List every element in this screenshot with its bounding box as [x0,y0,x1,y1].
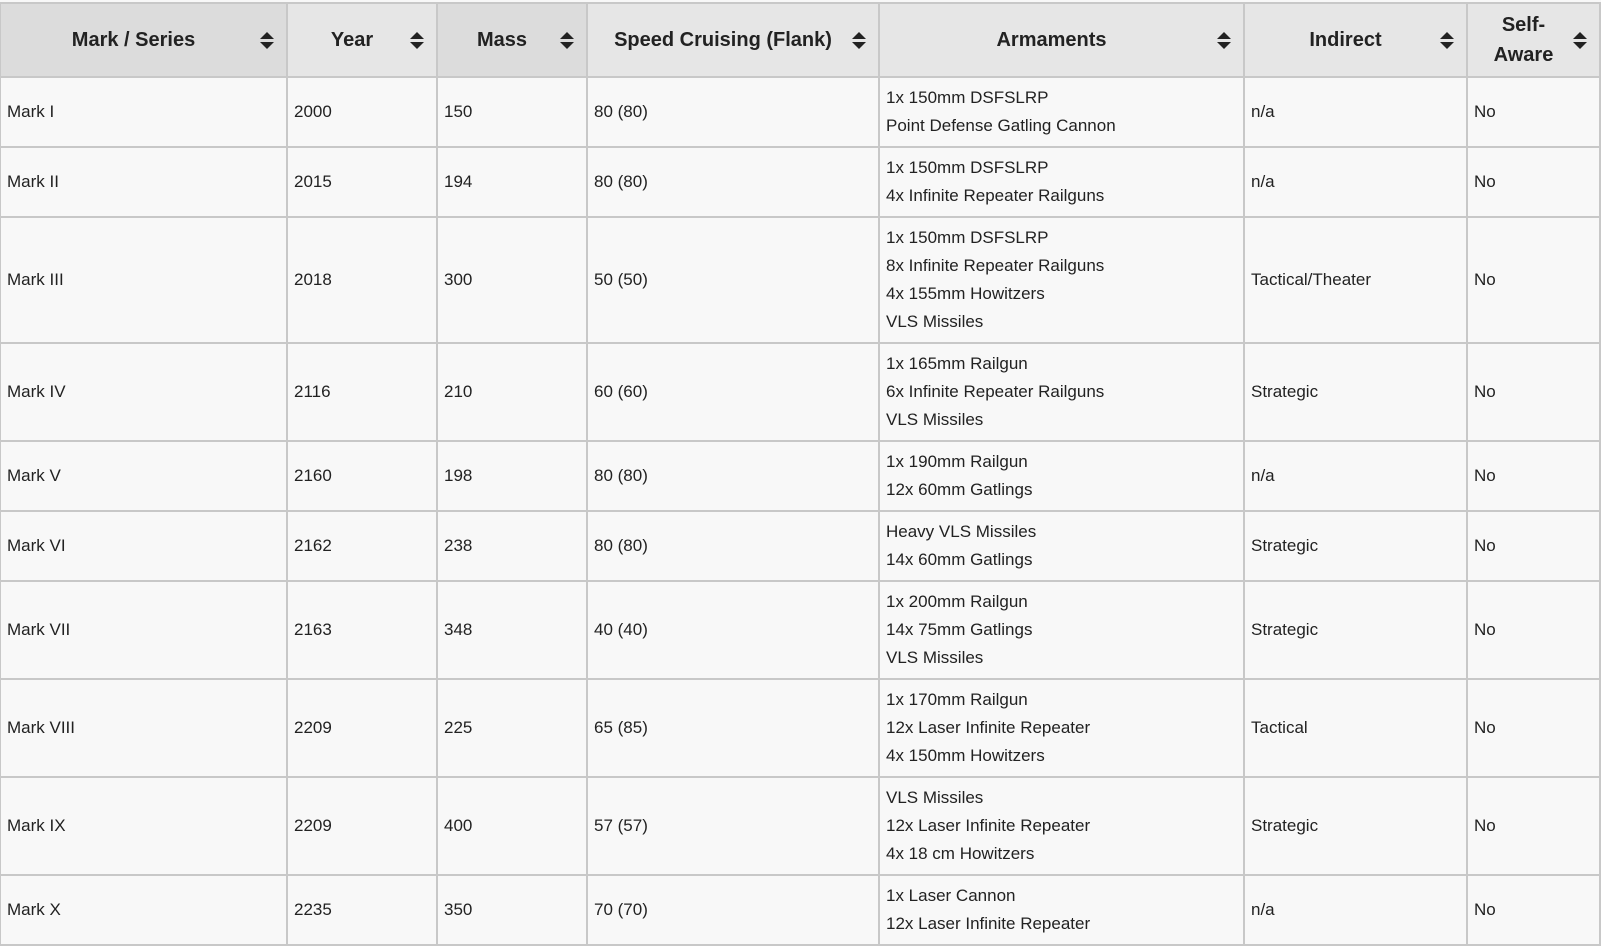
cell-indirect: n/a [1244,441,1467,511]
cell-year: 2000 [287,77,437,147]
cell-speed: 60 (60) [587,343,879,441]
cell-mass: 238 [437,511,587,581]
cell-armaments [879,77,1244,147]
sort-arrows-icon[interactable] [1440,32,1454,50]
cell-mass: 300 [437,217,587,343]
table-row [0,581,1600,679]
cell-mark: Mark X [0,875,287,945]
cell-year: 2162 [287,511,437,581]
armament-line: 4x 155mm Howitzers [886,284,1045,303]
sort-arrows-icon[interactable] [1217,32,1231,50]
column-header-label: Year [330,29,374,51]
armament-line: VLS Missiles [886,648,984,667]
armament-line: 14x 60mm Gatlings [886,550,1033,569]
table-header [0,3,1600,77]
cell-armaments [879,511,1244,581]
cell-year: 2018 [287,217,437,343]
cell-mass: 198 [437,441,587,511]
cell-mass: 225 [437,679,587,777]
cell-indirect: Tactical/Theater [1244,217,1467,343]
column-header-self-aware[interactable] [1467,3,1600,77]
cell-speed: 57 (57) [587,777,879,875]
cell-mark: Mark VI [0,511,287,581]
sort-arrows-icon[interactable] [560,32,574,50]
table-row [0,441,1600,511]
table-row [0,777,1600,875]
cell-self-aware: No [1467,581,1600,679]
cell-indirect: n/a [1244,77,1467,147]
armament-line: 14x 75mm Gatlings [886,620,1033,639]
cell-armaments [879,147,1244,217]
column-header-mark-series[interactable] [0,3,287,77]
cell-year: 2015 [287,147,437,217]
cell-armaments [879,581,1244,679]
column-header-speed[interactable] [587,3,879,77]
cell-mark: Mark VIII [0,679,287,777]
armament-line: 12x Laser Infinite Repeater [886,718,1091,737]
cell-year: 2209 [287,679,437,777]
cell-speed: 80 (80) [587,147,879,217]
armament-line: Point Defense Gatling Cannon [886,116,1116,135]
armament-line: 12x Laser Infinite Repeater [886,816,1091,835]
cell-armaments [879,441,1244,511]
cell-mass: 150 [437,77,587,147]
sort-arrows-icon[interactable] [410,32,424,50]
cell-indirect: Strategic [1244,581,1467,679]
cell-mark: Mark V [0,441,287,511]
cell-speed: 80 (80) [587,511,879,581]
armament-line: 1x 165mm Railgun [886,354,1028,373]
column-header-armaments[interactable] [879,3,1244,77]
column-header-label: Self-Aware [1493,14,1554,66]
column-header-label: Mark / Series [71,29,196,51]
cell-year: 2209 [287,777,437,875]
cell-self-aware: No [1467,77,1600,147]
cell-year: 2160 [287,441,437,511]
cell-indirect: Strategic [1244,511,1467,581]
armament-line: 1x 200mm Railgun [886,592,1028,611]
table-row [0,343,1600,441]
armament-line: 1x 150mm DSFSLRP [886,158,1049,177]
armament-line: 4x Infinite Repeater Railguns [886,186,1105,205]
armament-line: Heavy VLS Missiles [886,522,1037,541]
cell-armaments [879,217,1244,343]
sort-arrows-icon[interactable] [852,32,866,50]
armament-line: VLS Missiles [886,788,984,807]
cell-self-aware: No [1467,147,1600,217]
column-header-label: Indirect [1309,29,1382,51]
cell-indirect: n/a [1244,147,1467,217]
cell-mark: Mark IV [0,343,287,441]
cell-self-aware: No [1467,511,1600,581]
cell-self-aware: No [1467,441,1600,511]
sort-arrows-icon[interactable] [260,32,274,50]
cell-mark: Mark VII [0,581,287,679]
table-body [0,77,1600,945]
column-header-label: Mass [476,29,528,51]
sort-arrows-icon[interactable] [1573,32,1587,50]
cell-mark: Mark I [0,77,287,147]
armament-line: 4x 18 cm Howitzers [886,844,1035,863]
cell-indirect: n/a [1244,875,1467,945]
cell-self-aware: No [1467,217,1600,343]
cell-mass: 348 [437,581,587,679]
cell-self-aware: No [1467,343,1600,441]
cell-year: 2116 [287,343,437,441]
mark-series-table [0,2,1601,946]
cell-speed: 70 (70) [587,875,879,945]
armament-line: 1x 150mm DSFSLRP [886,228,1049,247]
armament-line: 6x Infinite Repeater Railguns [886,382,1105,401]
cell-indirect: Strategic [1244,777,1467,875]
armament-line: 8x Infinite Repeater Railguns [886,256,1105,275]
column-header-year[interactable] [287,3,437,77]
cell-mark: Mark II [0,147,287,217]
column-header-mass[interactable] [437,3,587,77]
cell-speed: 80 (80) [587,441,879,511]
cell-year: 2235 [287,875,437,945]
table-row [0,147,1600,217]
cell-self-aware: No [1467,875,1600,945]
cell-year: 2163 [287,581,437,679]
cell-speed: 50 (50) [587,217,879,343]
cell-mass: 194 [437,147,587,217]
cell-armaments [879,679,1244,777]
armament-line: 1x 170mm Railgun [886,690,1028,709]
header-row [0,3,1600,77]
cell-speed: 40 (40) [587,581,879,679]
armament-line: VLS Missiles [886,312,984,331]
cell-mass: 400 [437,777,587,875]
armament-line: 1x 150mm DSFSLRP [886,88,1049,107]
column-header-indirect[interactable] [1244,3,1467,77]
table-row [0,875,1600,945]
cell-armaments [879,343,1244,441]
table-row [0,511,1600,581]
column-header-label: Speed Cruising (Flank) [614,29,832,51]
cell-mark: Mark III [0,217,287,343]
armament-line: VLS Missiles [886,410,984,429]
cell-self-aware: No [1467,679,1600,777]
cell-indirect: Tactical [1244,679,1467,777]
column-header-label: Armaments [996,29,1107,51]
cell-armaments [879,875,1244,945]
cell-armaments [879,777,1244,875]
armament-line: 1x Laser Cannon [886,886,1016,905]
table-row [0,217,1600,343]
cell-self-aware: No [1467,777,1600,875]
armament-line: 1x 190mm Railgun [886,452,1028,471]
cell-indirect: Strategic [1244,343,1467,441]
armament-line: 12x 60mm Gatlings [886,480,1033,499]
cell-speed: 65 (85) [587,679,879,777]
cell-mass: 350 [437,875,587,945]
armament-line: 4x 150mm Howitzers [886,746,1045,765]
cell-mass: 210 [437,343,587,441]
table-row [0,77,1600,147]
table-row [0,679,1600,777]
cell-mark: Mark IX [0,777,287,875]
armament-line: 12x Laser Infinite Repeater [886,914,1091,933]
cell-speed: 80 (80) [587,77,879,147]
